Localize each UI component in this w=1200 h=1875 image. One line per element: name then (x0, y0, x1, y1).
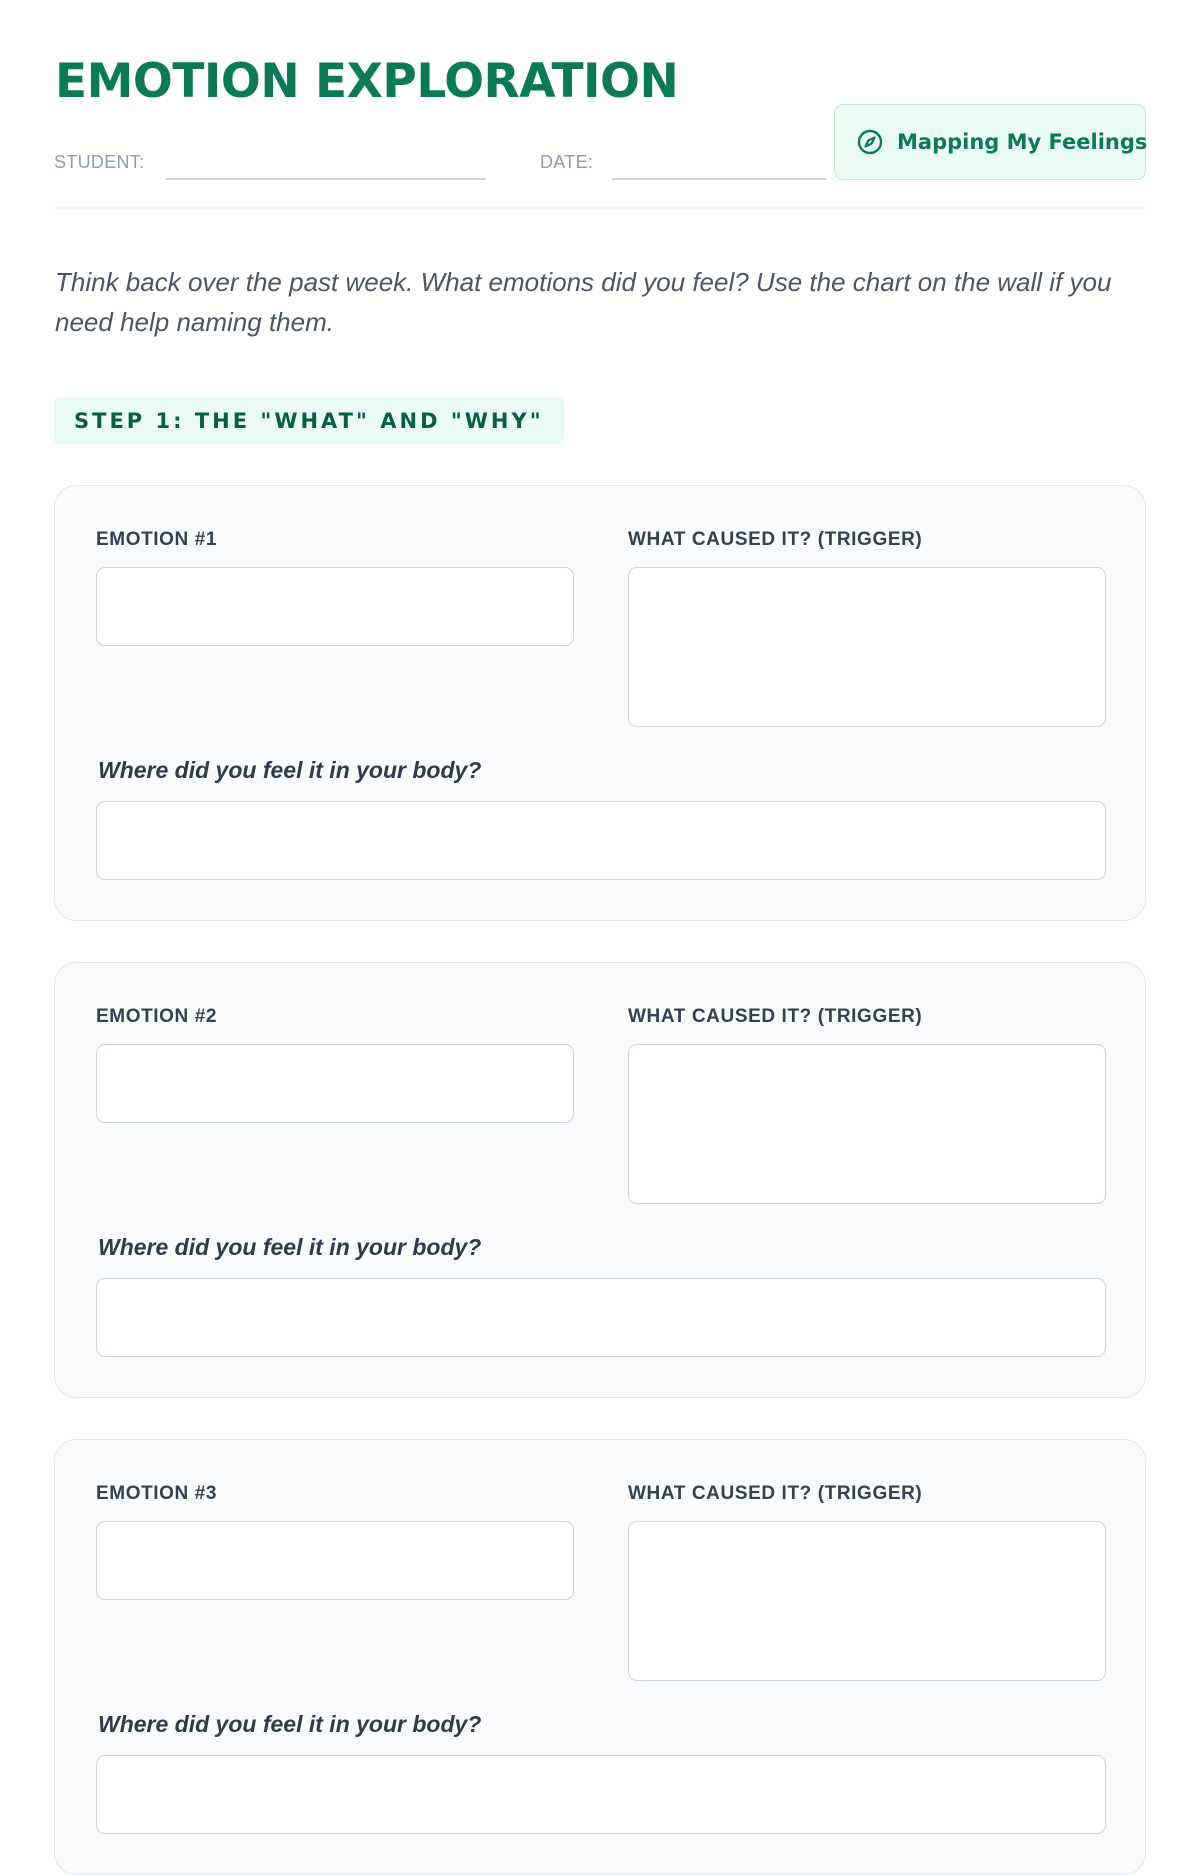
emotion-label: EMOTION #3 (96, 1483, 218, 1504)
emotion-card-2 (54, 962, 1146, 1398)
header-divider (54, 207, 1146, 209)
emotion-card-1 (54, 485, 1146, 921)
emotion-input[interactable] (96, 1521, 574, 1600)
badge-label: Mapping My Feelings (897, 130, 1148, 154)
body-location-label: Where did you feel it in your body? (98, 1711, 482, 1737)
emotion-label: EMOTION #2 (96, 1006, 218, 1027)
student-name-line[interactable] (166, 178, 486, 180)
body-location-input[interactable] (96, 801, 1106, 880)
trigger-label: WHAT CAUSED IT? (TRIGGER) (628, 529, 923, 550)
body-location-input[interactable] (96, 1755, 1106, 1834)
page-title: EMOTION EXPLORATION (55, 54, 679, 109)
body-location-label: Where did you feel it in your body? (98, 757, 482, 783)
trigger-label: WHAT CAUSED IT? (TRIGGER) (628, 1006, 923, 1027)
date-label: DATE: (540, 152, 594, 172)
trigger-textarea[interactable] (628, 1521, 1106, 1681)
emotion-input[interactable] (96, 1044, 574, 1123)
trigger-textarea[interactable] (628, 1044, 1106, 1204)
trigger-textarea[interactable] (628, 567, 1106, 727)
topic-badge (834, 104, 1146, 180)
body-location-input[interactable] (96, 1278, 1106, 1357)
compass-icon (857, 129, 883, 155)
step-1-heading: STEP 1: THE "WHAT" AND "WHY" (54, 397, 564, 444)
body-location-label: Where did you feel it in your body? (98, 1234, 482, 1260)
emotion-label: EMOTION #1 (96, 529, 218, 550)
student-label: STUDENT: (54, 152, 145, 172)
emotion-card-3 (54, 1439, 1146, 1875)
intro-text: Think back over the past week. What emotions did you feel? Use the chart on the wall if you need help naming them. (55, 267, 1112, 337)
trigger-label: WHAT CAUSED IT? (TRIGGER) (628, 1483, 923, 1504)
emotion-input[interactable] (96, 567, 574, 646)
date-line[interactable] (612, 178, 826, 180)
